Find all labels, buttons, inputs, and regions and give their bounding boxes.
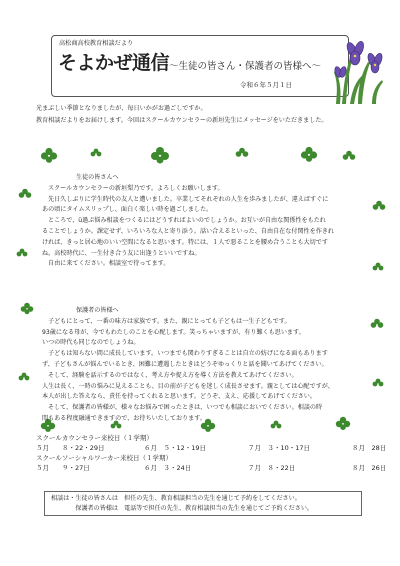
body-line: ければ、きっと居心地のいい空間になると思います。特には、１人で悪ることを腰め合うことも大切です: [42, 238, 328, 246]
body-line: そして、保護者の皆様が、様々なお悩みで困ったときは、いつでも相談においでください。相談の時: [48, 404, 323, 412]
body-line: 本人が出した答えなら、責任を持ってくれると思います。どうぞ、支え、応援してあげてください。: [42, 393, 316, 401]
clover-icon: [370, 318, 384, 332]
body-line: そして、経験を話示するのではなく、考え方や捉え方を導く方法を教えてあげてください。: [48, 371, 298, 379]
body-line: 93歳になる母が、今でもわたしのことを心配します。笑っちゃいますが、有り難くも思います。: [42, 328, 305, 336]
schedule-cell: ６月 ５・12・19日: [144, 444, 207, 452]
ssw-schedule-row: [36, 463, 400, 473]
body-line: ることでしょうか。課定せず、いろいろな人と寄り添う。話い合えるといった、自由自在な付関性を作きれ: [42, 227, 335, 235]
clover-icon: [18, 372, 30, 384]
body-line: 人生は長く、一時の悩みに見えることも、目の前が子どもを迷しく成長させます。親としては心配ですが、: [42, 382, 334, 390]
body-line: 自由に来てください。相談室で待ってます。: [48, 260, 170, 268]
body-line: 子どもにとって、一番の味方は家族です。また、親にとっても子どもは一生子どもです。: [48, 317, 291, 325]
schedule-cell: ７月 ８・22日: [248, 464, 296, 472]
header-box: [51, 35, 349, 97]
body-line: 間もある程度融通できますので、お待ちいたしております。: [42, 414, 206, 422]
clover-icon: [372, 378, 384, 390]
body-line: スクールカウンセラーの新垣梨乃です。よろしくお願いします。: [48, 184, 224, 192]
intro-line: 教育相談だよりをお届けします。今回はスクールカウンセラーの新垣先生にメッセージをいただきました。: [36, 117, 328, 124]
section-heading: 保護者の皆様へ: [76, 307, 119, 314]
body-line: いつの時代も同じなのでしょうね。: [42, 339, 140, 347]
clover-icon: [16, 248, 28, 260]
message-area: [38, 149, 368, 426]
schedule-cell: ８・22・29日: [62, 444, 105, 452]
guardians-section: [42, 306, 334, 425]
students-section: [42, 173, 334, 270]
clover-icon: [18, 188, 32, 202]
intro-line: 光まぶしい季節となりましたが、毎日いかがお過ごしですか。: [36, 105, 207, 112]
org-name: 高松商高校教育相談だより: [59, 40, 134, 47]
sc-schedule-row: [36, 443, 400, 453]
ssw-schedule-title: スクールソーシャルワーカー来校日（１学期）: [36, 454, 172, 462]
clover-icon: [20, 302, 34, 316]
schedule-cell: ８月 28日: [352, 444, 387, 452]
schedule-cell: ７月 ３・10・17日: [248, 444, 311, 452]
schedule-cell: ５月: [36, 444, 49, 452]
body-line: あの頃にタイムスリップし、面白く楽しい時を過ごしました。: [42, 206, 213, 214]
schedule-cell: ５月: [36, 464, 49, 472]
note-line: 保護者の皆様は 電話等で担任の先生、教育相談担当の先生を通じてご予約ください。: [51, 505, 314, 512]
schedule: [36, 433, 400, 473]
body-line: ところで、ü過ぷ悩み相談をつくるにはどうすればよいのでしょうか。お互いが自由な関係性をもたれ: [48, 217, 326, 225]
page-title: そよかぜ通信: [58, 52, 170, 74]
section-heading: 生徒の皆さんへ: [76, 174, 119, 181]
body-line: ず、子どもさんが悩んでいるとき、困難に遭遇したときはどうぞゆっくりと話を聞いてあげてください。: [42, 360, 328, 368]
body-line: ね。高校時代に、一生付き合う友に出逢うといいですね。: [42, 249, 201, 257]
schedule-cell: ９・27日: [62, 464, 90, 472]
iris-flower-icon: [328, 38, 388, 104]
title-row: [58, 48, 321, 75]
sc-schedule-title: スクールカウンセラー来校日（１学期）: [36, 434, 153, 442]
clover-icon: [372, 200, 386, 214]
page-subtitle: ～生徒の皆さん・保護者の皆様へ～: [169, 61, 322, 72]
schedule-cell: ８月 26日: [352, 464, 387, 472]
clover-icon: [372, 262, 384, 274]
issue-date: 令和６年５月１日: [240, 81, 292, 89]
note-line: 相談は・生徒の皆さんは 担任の先生、教育相談担当の先生を通じて予約をしてください。: [51, 495, 301, 502]
schedule-cell: ６月 ３・24日: [144, 464, 192, 472]
consultation-note: [44, 491, 362, 516]
intro-text: [36, 103, 328, 127]
body-line: 子どもは知らない間に成長しています。いつまでも関わりすぎることは自立の妨げになる面もあります: [48, 350, 328, 358]
body-line: 先日久しぶりに学生時代の友人と遭いました。卒業してそれぞれの人生を歩みましたが、違えばすぐに: [48, 195, 329, 203]
